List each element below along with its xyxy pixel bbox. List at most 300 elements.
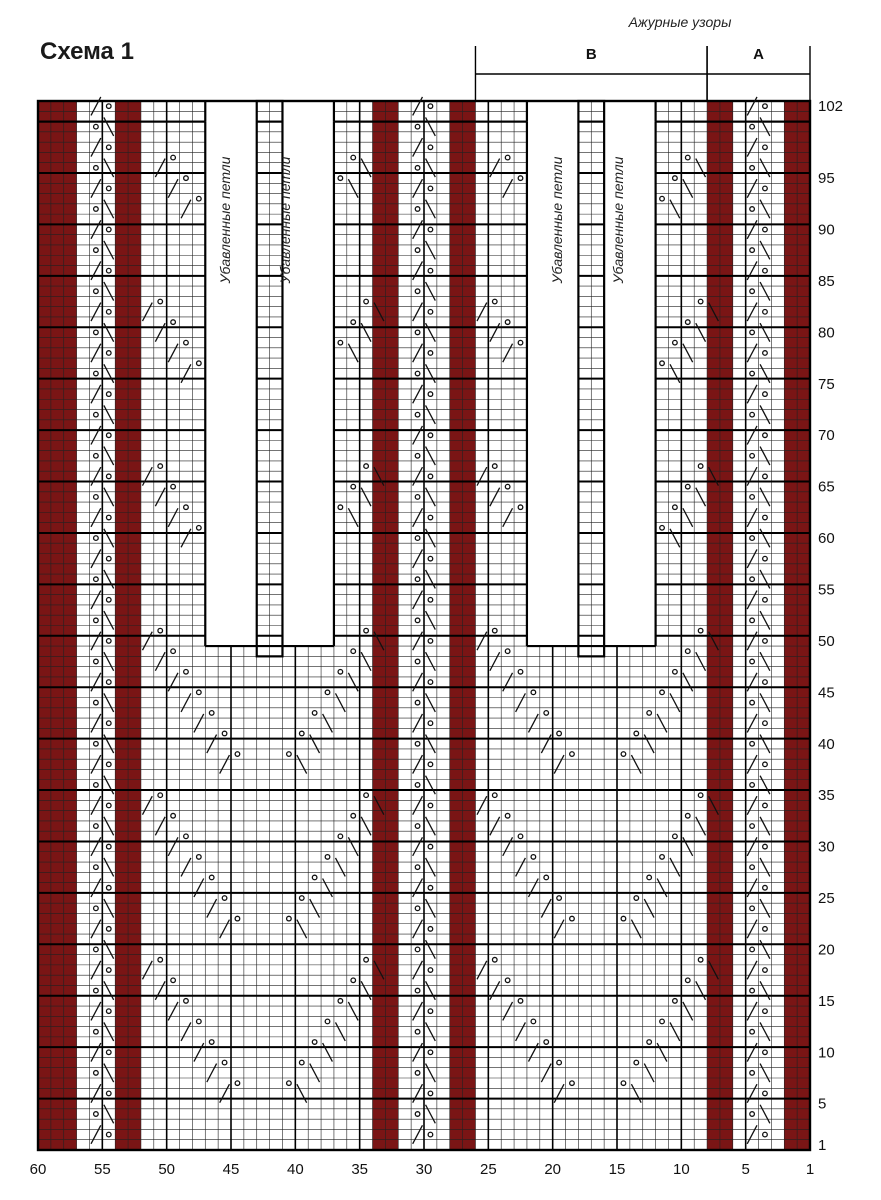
yarn-over-symbol	[763, 104, 768, 109]
decrease-symbol	[747, 508, 757, 527]
decrease-symbol	[413, 1043, 423, 1062]
decrease-symbol	[91, 261, 101, 280]
pattern-group-label: Ажурные узоры	[628, 14, 732, 30]
yarn-over-symbol	[647, 1040, 652, 1045]
yarn-over-symbol	[428, 186, 433, 191]
yarn-over-symbol	[750, 824, 755, 829]
yarn-over-symbol	[428, 803, 433, 808]
yarn-over-symbol	[505, 320, 510, 325]
yarn-over-symbol	[325, 855, 330, 860]
decrease-symbol	[670, 364, 680, 383]
yarn-over-symbol	[415, 783, 420, 788]
decrease-symbol	[503, 1002, 513, 1021]
yarn-over-symbol	[763, 597, 768, 602]
yarn-over-symbol	[197, 196, 202, 201]
yarn-over-symbol	[415, 824, 420, 829]
yarn-over-symbol	[428, 597, 433, 602]
stitch-label: 30	[415, 1161, 433, 1178]
decrease-symbol	[670, 529, 680, 548]
yarn-over-symbol	[750, 1071, 755, 1076]
yarn-over-symbol	[763, 227, 768, 232]
decrease-symbol	[155, 323, 165, 342]
yarn-over-symbol	[763, 515, 768, 520]
yarn-over-symbol	[685, 155, 690, 160]
yarn-over-symbol	[531, 1019, 536, 1024]
yarn-over-symbol	[415, 289, 420, 294]
yarn-over-symbol	[763, 351, 768, 356]
decrease-label: Убавленные петли	[277, 156, 293, 284]
yarn-over-symbol	[94, 577, 99, 582]
decrease-symbol	[168, 179, 178, 198]
yarn-over-symbol	[685, 320, 690, 325]
yarn-over-symbol	[415, 207, 420, 212]
decrease-symbol	[348, 1002, 358, 1021]
decrease-symbol	[335, 693, 345, 712]
decrease-symbol	[747, 961, 757, 980]
decrease-symbol	[91, 344, 101, 363]
decrease-symbol	[104, 940, 114, 959]
yarn-over-symbol	[106, 186, 111, 191]
yarn-over-symbol	[197, 361, 202, 366]
row-label: 30	[818, 838, 835, 856]
decrease-symbol	[426, 1105, 436, 1124]
decrease-symbol	[516, 1022, 526, 1041]
decrease-symbol	[413, 220, 423, 239]
yarn-over-symbol	[634, 1060, 639, 1065]
yarn-over-symbol	[673, 669, 678, 674]
decrease-symbol	[503, 344, 513, 363]
yarn-over-symbol	[106, 721, 111, 726]
stitch-label: 60	[29, 1161, 47, 1178]
decrease-symbol	[747, 1002, 757, 1021]
decrease-symbol	[207, 899, 217, 918]
decrease-symbol	[413, 961, 423, 980]
decrease-symbol	[181, 858, 191, 877]
decrease-symbol	[413, 467, 423, 486]
decrease-symbol	[747, 632, 757, 651]
yarn-over-symbol	[106, 1132, 111, 1137]
decrease-symbol	[413, 1084, 423, 1103]
decrease-symbol	[181, 364, 191, 383]
row-label: 65	[818, 478, 835, 496]
decrease-symbol	[104, 159, 114, 178]
yarn-over-symbol	[428, 1132, 433, 1137]
yarn-over-symbol	[428, 680, 433, 685]
yarn-over-symbol	[698, 957, 703, 962]
yarn-over-symbol	[763, 968, 768, 973]
decrease-symbol	[91, 1002, 101, 1021]
yarn-over-symbol	[647, 711, 652, 716]
decrease-symbol	[168, 1002, 178, 1021]
yarn-over-symbol	[94, 124, 99, 129]
decrease-symbol	[426, 570, 436, 589]
decrease-symbol	[413, 508, 423, 527]
yarn-over-symbol	[299, 896, 304, 901]
yarn-over-symbol	[428, 474, 433, 479]
yarn-over-symbol	[428, 556, 433, 561]
yarn-over-symbol	[557, 896, 562, 901]
decrease-symbol	[760, 282, 770, 301]
decrease-symbol	[426, 241, 436, 260]
stitch-label: 25	[479, 1161, 497, 1178]
decrease-symbol	[747, 755, 757, 774]
yarn-over-symbol	[621, 1081, 626, 1086]
yarn-over-symbol	[312, 1040, 317, 1045]
yarn-over-symbol	[338, 176, 343, 181]
decrease-symbol	[91, 179, 101, 198]
decrease-symbol	[696, 488, 706, 507]
decrease-symbol	[554, 755, 564, 774]
decrease-symbol	[541, 899, 551, 918]
yarn-over-symbol	[184, 669, 189, 674]
yarn-over-symbol	[415, 124, 420, 129]
yarn-over-symbol	[763, 762, 768, 767]
yarn-over-symbol	[570, 752, 575, 757]
yarn-over-symbol	[428, 885, 433, 890]
decrease-symbol	[91, 673, 101, 692]
yarn-over-symbol	[750, 700, 755, 705]
decrease-symbol	[490, 652, 500, 671]
decrease-symbol	[747, 303, 757, 322]
yarn-over-symbol	[106, 639, 111, 644]
yarn-over-symbol	[750, 988, 755, 993]
yarn-over-symbol	[763, 1050, 768, 1055]
decrease-symbol	[760, 159, 770, 178]
decrease-symbol	[747, 97, 757, 116]
decrease-symbol	[477, 467, 487, 486]
yarn-over-symbol	[415, 371, 420, 376]
decrease-symbol	[696, 981, 706, 1000]
row-label: 85	[818, 272, 835, 290]
decrease-symbol	[361, 323, 371, 342]
decrease-symbol	[426, 899, 436, 918]
yarn-over-symbol	[428, 762, 433, 767]
decrease-symbol	[91, 714, 101, 733]
decrease-symbol	[747, 673, 757, 692]
decrease-symbol	[426, 817, 436, 836]
yarn-over-symbol	[763, 145, 768, 150]
decrease-symbol	[696, 652, 706, 671]
decrease-symbol	[683, 179, 693, 198]
decrease-symbol	[142, 961, 152, 980]
yarn-over-symbol	[750, 454, 755, 459]
decrease-symbol	[644, 1064, 654, 1083]
yarn-over-symbol	[505, 155, 510, 160]
yarn-over-symbol	[673, 999, 678, 1004]
yarn-over-symbol	[158, 793, 163, 798]
decrease-symbol	[104, 899, 114, 918]
decrease-symbol	[104, 282, 114, 301]
yarn-over-symbol	[415, 865, 420, 870]
decrease-symbol	[657, 878, 667, 897]
decrease-symbol	[168, 508, 178, 527]
yarn-over-symbol	[673, 505, 678, 510]
yarn-over-symbol	[763, 1132, 768, 1137]
decrease-symbol	[516, 693, 526, 712]
yarn-over-symbol	[94, 988, 99, 993]
yarn-over-symbol	[338, 340, 343, 345]
decrease-symbol	[747, 261, 757, 280]
yarn-over-symbol	[518, 505, 523, 510]
yarn-over-symbol	[338, 834, 343, 839]
yarn-over-symbol	[763, 310, 768, 315]
decrease-symbol	[104, 817, 114, 836]
stitch-label: 50	[158, 1161, 176, 1178]
decrease-symbol	[426, 117, 436, 136]
yarn-over-symbol	[94, 947, 99, 952]
decrease-symbol	[426, 200, 436, 219]
decrease-symbol	[696, 817, 706, 836]
decrease-symbol	[426, 940, 436, 959]
stitch-label: 55	[93, 1161, 111, 1178]
yarn-over-symbol	[492, 628, 497, 633]
yarn-over-symbol	[415, 988, 420, 993]
decrease-symbol	[657, 1043, 667, 1062]
decrease-symbol	[747, 1084, 757, 1103]
yarn-over-symbol	[544, 875, 549, 880]
yarn-over-symbol	[415, 700, 420, 705]
decrease-symbol	[747, 878, 757, 897]
yarn-over-symbol	[106, 968, 111, 973]
decrease-symbol	[348, 508, 358, 527]
decrease-symbol	[747, 1043, 757, 1062]
decrease-symbol	[747, 714, 757, 733]
yarn-over-symbol	[415, 947, 420, 952]
yarn-over-symbol	[750, 371, 755, 376]
decrease-symbol	[413, 632, 423, 651]
decrease-symbol	[91, 632, 101, 651]
decrease-symbol	[760, 611, 770, 630]
yarn-over-symbol	[428, 351, 433, 356]
decrease-symbol	[155, 981, 165, 1000]
decrease-symbol	[91, 303, 101, 322]
yarn-over-symbol	[158, 628, 163, 633]
yarn-over-symbol	[106, 351, 111, 356]
yarn-over-symbol	[518, 999, 523, 1004]
yarn-over-symbol	[750, 906, 755, 911]
yarn-over-symbol	[750, 618, 755, 623]
yarn-over-symbol	[428, 268, 433, 273]
yarn-over-symbol	[364, 628, 369, 633]
decrease-symbol	[181, 693, 191, 712]
yarn-over-symbol	[415, 659, 420, 664]
yarn-over-symbol	[673, 340, 678, 345]
yarn-over-symbol	[763, 927, 768, 932]
decrease-symbol	[361, 488, 371, 507]
decrease-symbol	[104, 241, 114, 260]
decrease-symbol	[747, 837, 757, 856]
yarn-over-symbol	[518, 176, 523, 181]
yarn-over-symbol	[94, 1029, 99, 1034]
row-label: 102	[818, 98, 844, 116]
yarn-over-symbol	[505, 813, 510, 818]
decrease-symbol	[683, 837, 693, 856]
yarn-over-symbol	[106, 474, 111, 479]
decrease-symbol	[348, 344, 358, 363]
yarn-over-symbol	[106, 1091, 111, 1096]
section-label: B	[585, 46, 597, 63]
yarn-over-symbol	[763, 680, 768, 685]
decrease-symbol	[413, 303, 423, 322]
yarn-over-symbol	[351, 978, 356, 983]
row-label: 45	[818, 684, 835, 702]
yarn-over-symbol	[338, 505, 343, 510]
decrease-symbol	[477, 961, 487, 980]
decrease-symbol	[348, 837, 358, 856]
decrease-symbol	[747, 220, 757, 239]
decrease-symbol	[104, 488, 114, 507]
yarn-over-symbol	[364, 464, 369, 469]
decrease-symbol	[181, 1022, 191, 1041]
yarn-over-symbol	[197, 525, 202, 530]
yarn-over-symbol	[222, 731, 227, 736]
yarn-over-symbol	[415, 495, 420, 500]
decrease-symbol	[91, 920, 101, 939]
yarn-over-symbol	[492, 464, 497, 469]
decrease-symbol	[670, 858, 680, 877]
decrease-symbol	[104, 611, 114, 630]
yarn-over-symbol	[763, 721, 768, 726]
decrease-symbol	[426, 981, 436, 1000]
stitch-label: 10	[672, 1161, 690, 1178]
yarn-over-symbol	[505, 978, 510, 983]
decrease-symbol	[413, 755, 423, 774]
yarn-over-symbol	[428, 927, 433, 932]
yarn-over-symbol	[197, 690, 202, 695]
decrease-symbol	[168, 837, 178, 856]
yarn-over-symbol	[106, 1009, 111, 1014]
row-label: 50	[818, 632, 835, 650]
decrease-symbol	[413, 591, 423, 610]
decrease-symbol	[104, 776, 114, 795]
yarn-over-symbol	[415, 741, 420, 746]
yarn-over-symbol	[106, 1050, 111, 1055]
decrease-symbol	[413, 1002, 423, 1021]
decrease-symbol	[220, 920, 230, 939]
decrease-symbol	[413, 796, 423, 815]
yarn-over-symbol	[351, 484, 356, 489]
section-label: A	[753, 46, 764, 63]
decrease-symbol	[670, 1022, 680, 1041]
decrease-symbol	[683, 508, 693, 527]
yarn-over-symbol	[94, 618, 99, 623]
decrease-symbol	[644, 899, 654, 918]
row-label: 90	[818, 221, 835, 239]
yarn-over-symbol	[750, 741, 755, 746]
decrease-symbol	[426, 364, 436, 383]
decrease-symbol	[747, 920, 757, 939]
row-label: 55	[818, 581, 835, 599]
yarn-over-symbol	[94, 741, 99, 746]
decrease-symbol	[477, 632, 487, 651]
decrease-symbol	[657, 714, 667, 733]
decrease-symbol	[747, 179, 757, 198]
yarn-over-symbol	[415, 248, 420, 253]
yarn-over-symbol	[94, 371, 99, 376]
yarn-over-symbol	[415, 166, 420, 171]
decrease-symbol	[142, 632, 152, 651]
decrease-symbol	[490, 159, 500, 178]
row-label: 95	[818, 170, 835, 188]
decrease-symbol	[297, 920, 307, 939]
decrease-symbol	[413, 837, 423, 856]
decrease-symbol	[104, 529, 114, 548]
decrease-symbol	[426, 776, 436, 795]
yarn-over-symbol	[621, 752, 626, 757]
decrease-symbol	[155, 652, 165, 671]
decrease-symbol	[323, 714, 333, 733]
decrease-symbol	[335, 858, 345, 877]
decrease-symbol	[490, 981, 500, 1000]
decrease-symbol	[747, 385, 757, 404]
decrease-symbol	[207, 735, 217, 754]
yarn-over-symbol	[197, 1019, 202, 1024]
decrease-symbol	[104, 981, 114, 1000]
decrease-symbol	[310, 735, 320, 754]
decrease-symbol	[91, 426, 101, 445]
yarn-over-symbol	[351, 320, 356, 325]
decrease-symbol	[760, 570, 770, 589]
decrease-symbol	[670, 200, 680, 219]
decrease-symbol	[104, 1105, 114, 1124]
decrease-symbol	[104, 652, 114, 671]
decrease-symbol	[426, 488, 436, 507]
row-label: 60	[818, 530, 835, 548]
yarn-over-symbol	[235, 752, 240, 757]
yarn-over-symbol	[750, 412, 755, 417]
decrease-symbol	[413, 920, 423, 939]
decrease-symbol	[361, 981, 371, 1000]
decrease-symbol	[168, 344, 178, 363]
decrease-symbol	[91, 961, 101, 980]
yarn-over-symbol	[570, 916, 575, 921]
yarn-over-symbol	[94, 783, 99, 788]
decrease-symbol	[310, 899, 320, 918]
yarn-over-symbol	[428, 433, 433, 438]
yarn-over-symbol	[325, 1019, 330, 1024]
yarn-over-symbol	[94, 700, 99, 705]
decrease-symbol	[104, 693, 114, 712]
yarn-over-symbol	[415, 536, 420, 541]
yarn-over-symbol	[351, 649, 356, 654]
yarn-over-symbol	[660, 525, 665, 530]
decrease-symbol	[490, 488, 500, 507]
yarn-over-symbol	[325, 690, 330, 695]
stitch-label: 35	[351, 1161, 369, 1178]
decrease-symbol	[683, 344, 693, 363]
yarn-over-symbol	[750, 865, 755, 870]
decrease-symbol	[413, 385, 423, 404]
decrease-symbol	[426, 1022, 436, 1041]
decrease-symbol	[220, 755, 230, 774]
stitch-label: 45	[222, 1161, 240, 1178]
decrease-symbol	[194, 1043, 204, 1062]
decrease-symbol	[760, 488, 770, 507]
yarn-over-symbol	[698, 628, 703, 633]
yarn-over-symbol	[634, 731, 639, 736]
decrease-symbol	[207, 1064, 217, 1083]
row-label: 20	[818, 941, 835, 959]
yarn-over-symbol	[106, 310, 111, 315]
yarn-over-symbol	[106, 556, 111, 561]
decrease-symbol	[91, 385, 101, 404]
stitch-label: 15	[608, 1161, 626, 1178]
yarn-over-symbol	[750, 783, 755, 788]
decrease-symbol	[155, 817, 165, 836]
decrease-symbol	[104, 200, 114, 219]
yarn-over-symbol	[94, 166, 99, 171]
yarn-over-symbol	[415, 1112, 420, 1117]
